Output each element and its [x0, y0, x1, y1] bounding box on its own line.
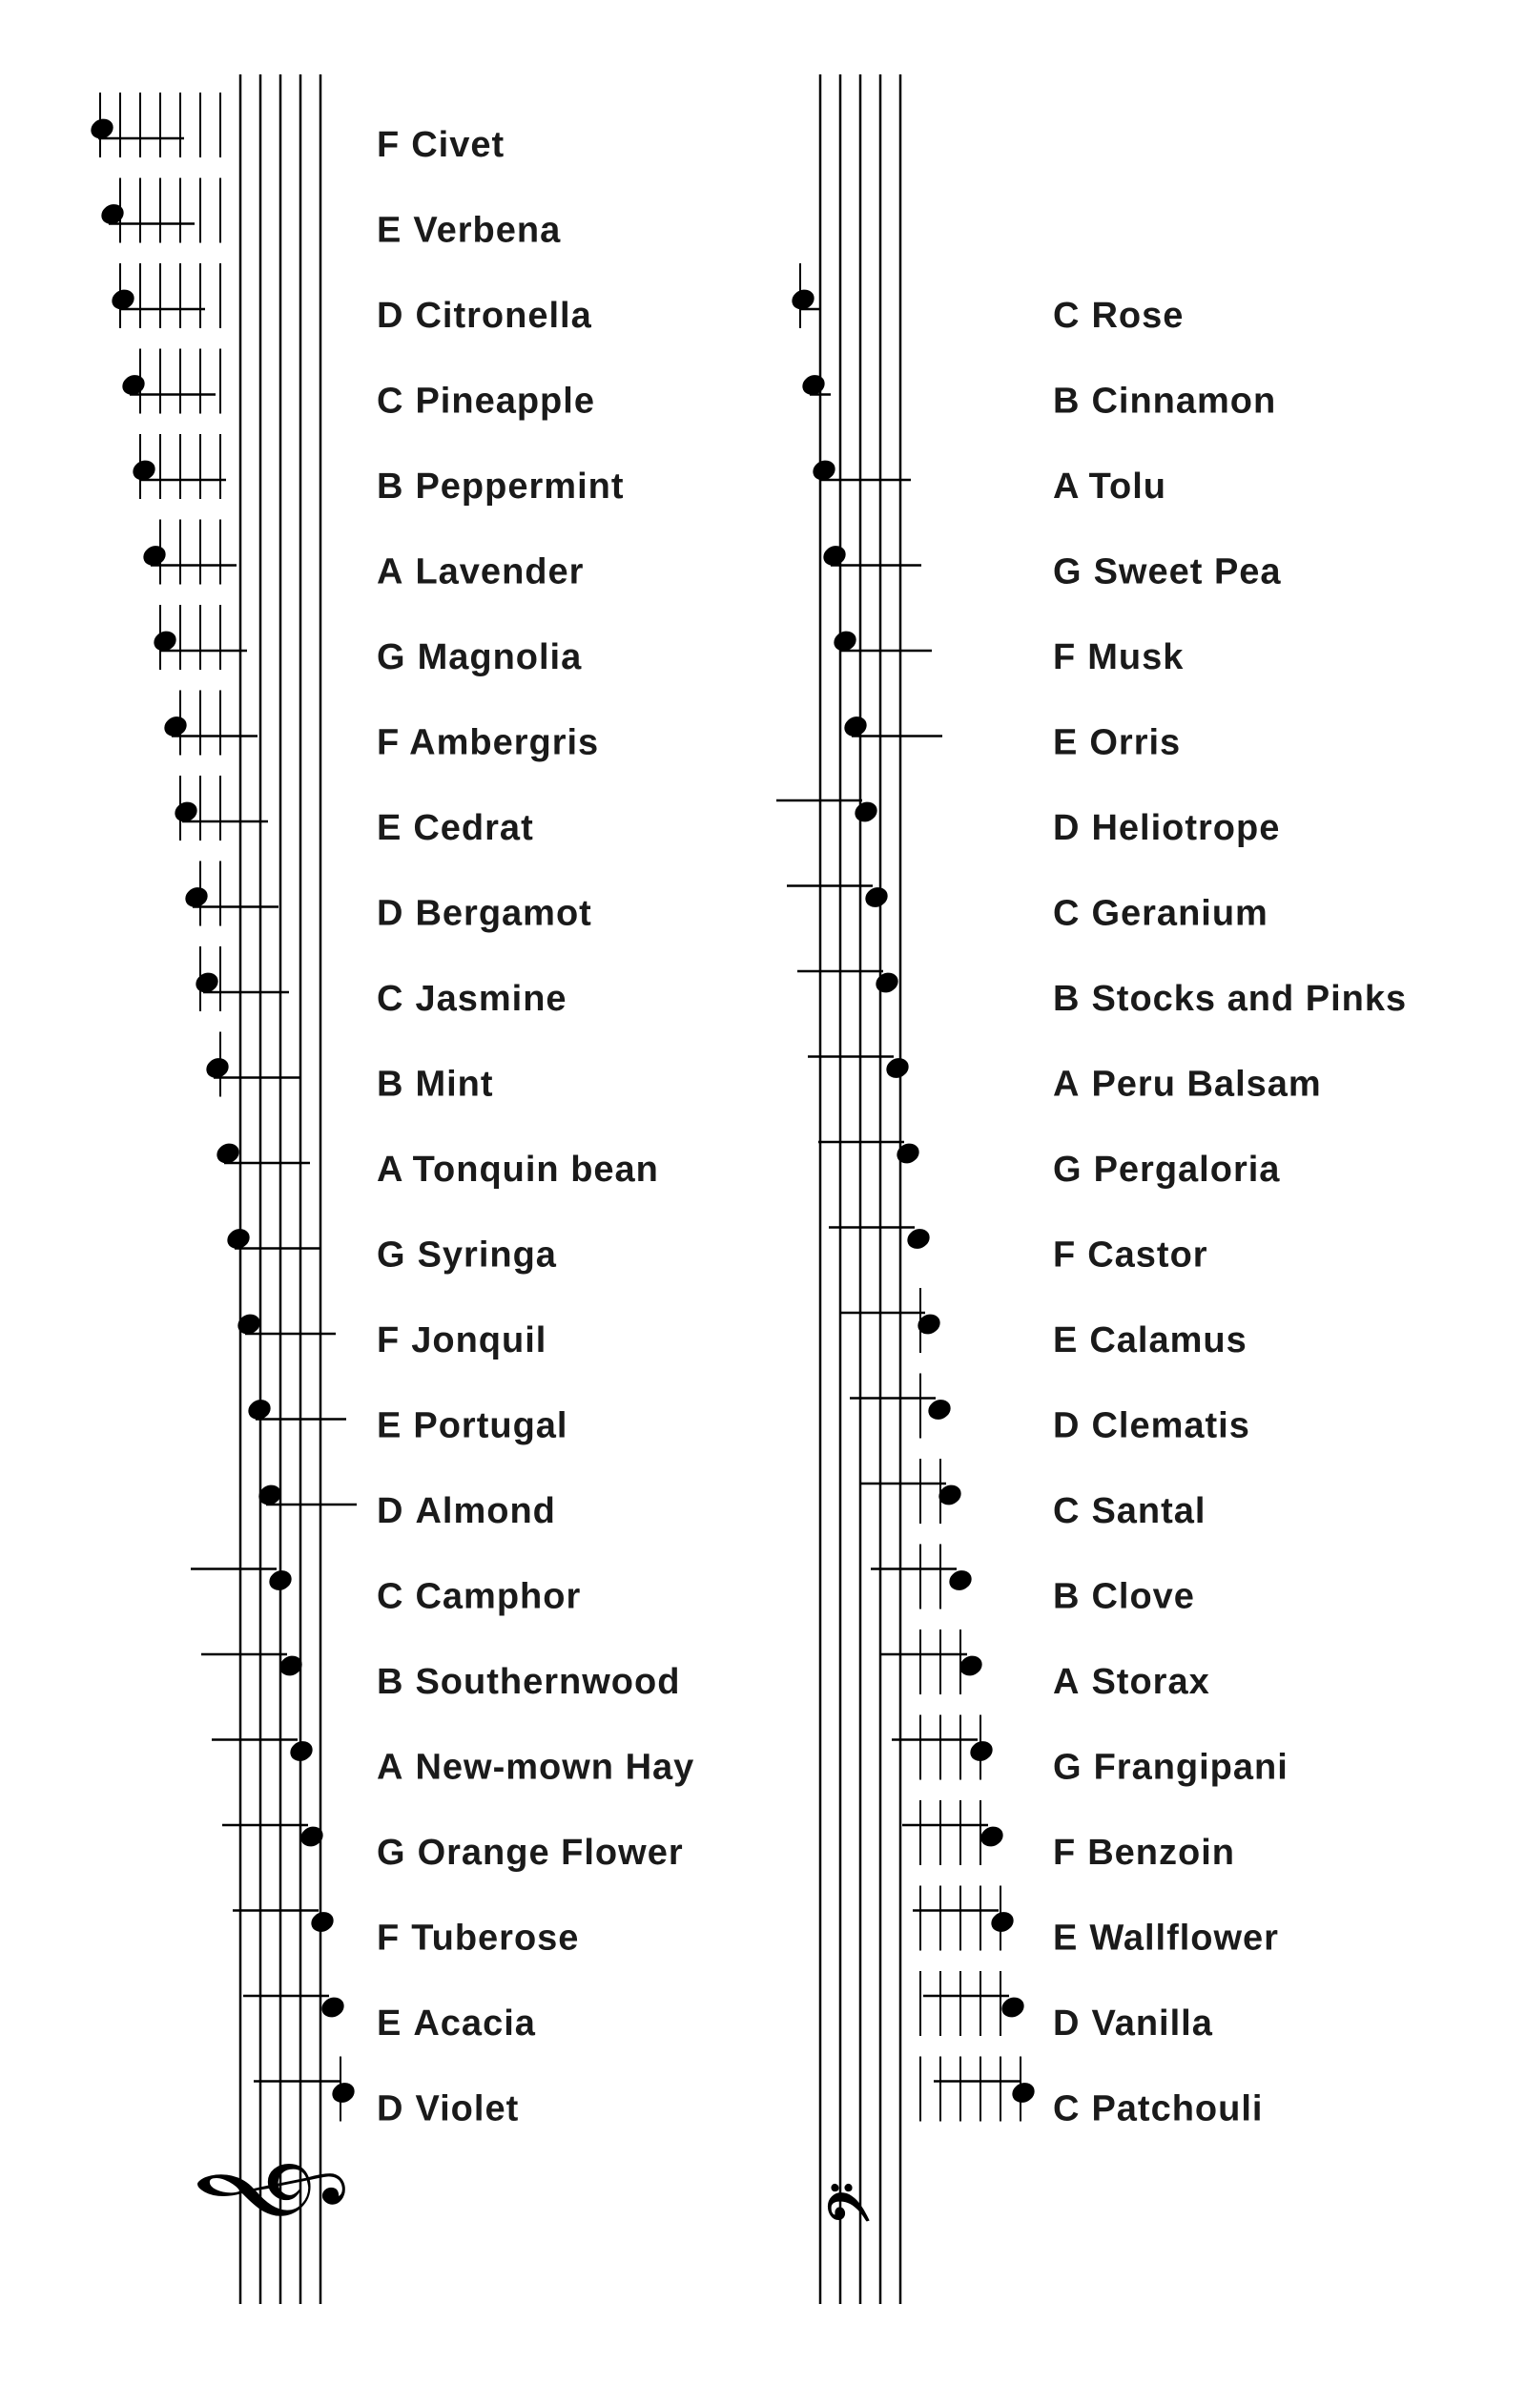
- note-label: [377, 894, 592, 934]
- note-label: [377, 1235, 557, 1276]
- note-name: Vanilla: [1091, 2003, 1213, 2044]
- note-letter: C: [1053, 893, 1081, 934]
- note-head: [298, 1823, 326, 1850]
- note-name: Orange Flower: [417, 1833, 684, 1873]
- note-label: [1053, 1150, 1280, 1190]
- note-name: Citronella: [415, 296, 592, 336]
- note-row: [818, 1140, 1280, 1190]
- note-label: [1053, 637, 1184, 677]
- scale-2: [776, 74, 1407, 2304]
- note-name: Magnolia: [417, 637, 583, 677]
- note-row: [789, 263, 1184, 336]
- note-row: [776, 799, 1280, 848]
- note-label: [377, 1150, 659, 1190]
- note-row: [245, 1396, 568, 1445]
- note-name: Geranium: [1091, 893, 1268, 934]
- note-label: [1053, 467, 1166, 507]
- note-row: [130, 434, 625, 507]
- note-head: [978, 1823, 1006, 1850]
- note-head: [319, 1994, 347, 2021]
- note-letter: F: [377, 1918, 401, 1959]
- note-letter: C: [377, 381, 404, 422]
- bass-clef-icon: 𝄢: [816, 2182, 896, 2226]
- note-name: Calamus: [1089, 1320, 1248, 1360]
- note-letter: F: [377, 722, 399, 763]
- note-letter: B: [1053, 979, 1081, 1019]
- note-row: [881, 1630, 1210, 1702]
- note-row: [191, 1567, 581, 1616]
- scale-1: [88, 74, 694, 2304]
- note-name: Civet: [411, 125, 505, 165]
- note-label: [1053, 2003, 1213, 2044]
- note-name: Mint: [415, 1064, 494, 1105]
- note-name: Cedrat: [413, 808, 534, 848]
- staff: [240, 74, 320, 2304]
- note-row: [98, 178, 561, 251]
- note-label: [1053, 2089, 1263, 2129]
- note-name: Castor: [1087, 1235, 1208, 1276]
- note-letter: D: [377, 893, 404, 934]
- note-head: [852, 799, 880, 825]
- note-letter: A: [1053, 467, 1078, 507]
- note-name: Wallflower: [1089, 1918, 1279, 1959]
- note-row: [860, 1459, 1206, 1531]
- note-label: [1053, 1320, 1248, 1360]
- note-letter: A: [377, 1150, 402, 1190]
- note-name: Tolu: [1088, 467, 1166, 507]
- note-row: [201, 1652, 680, 1702]
- note-name: Almond: [415, 1491, 556, 1531]
- note-name: Verbena: [413, 210, 562, 251]
- note-label: [377, 979, 567, 1019]
- note-row: [88, 93, 505, 165]
- note-name: Rose: [1091, 296, 1185, 336]
- note-letter: F: [377, 125, 401, 165]
- note-name: New-mown Hay: [415, 1747, 695, 1788]
- note-letter: F: [1053, 637, 1077, 677]
- note-head: [287, 1737, 316, 1764]
- note-letter: D: [1053, 1405, 1081, 1446]
- note-row: [808, 1054, 1322, 1104]
- note-letter: G: [1053, 1150, 1083, 1190]
- note-name: Portugal: [413, 1405, 568, 1446]
- note-label: [1053, 552, 1282, 592]
- note-label: [377, 1320, 546, 1360]
- note-row: [151, 605, 582, 677]
- note-name: Tuberose: [411, 1918, 580, 1959]
- note-name: Pineapple: [415, 381, 595, 422]
- note-head: [862, 883, 891, 910]
- note-name: Bergamot: [415, 893, 592, 934]
- note-label: [1053, 1919, 1279, 1959]
- note-letter: C: [1053, 2088, 1081, 2129]
- note-head: [894, 1140, 922, 1167]
- note-label: [377, 1833, 684, 1873]
- note-letter: B: [377, 1662, 404, 1702]
- note-label: [377, 1748, 694, 1788]
- note-label: [1053, 1406, 1250, 1446]
- note-row: [254, 2057, 519, 2129]
- note-label: [377, 211, 561, 251]
- note-letter: G: [377, 1235, 406, 1276]
- note-name: Cinnamon: [1091, 381, 1277, 422]
- note-label: [377, 1406, 567, 1446]
- note-letter: A: [377, 1747, 404, 1788]
- note-row: [140, 520, 585, 592]
- note-letter: D: [1053, 808, 1081, 848]
- note-name: Peppermint: [415, 467, 625, 507]
- note-label: [1053, 808, 1280, 848]
- note-name: Violet: [415, 2088, 520, 2129]
- note-row: [109, 263, 592, 336]
- note-letter: A: [1053, 1064, 1081, 1105]
- note-row: [172, 776, 534, 848]
- note-row: [902, 1800, 1235, 1873]
- note-letter: D: [377, 2088, 404, 2129]
- note-letter: E: [377, 1405, 402, 1446]
- note-label: [377, 296, 592, 336]
- note-row: [820, 542, 1282, 592]
- note-head: [1009, 2079, 1038, 2106]
- note-name: Storax: [1091, 1662, 1210, 1702]
- note-row: [193, 946, 567, 1019]
- note-row: [850, 1374, 1250, 1446]
- note-letter: D: [1053, 2003, 1081, 2044]
- note-name: Stocks and Pinks: [1091, 979, 1408, 1019]
- note-name: Benzoin: [1087, 1833, 1235, 1873]
- note-row: [841, 713, 1181, 762]
- note-label: [377, 2089, 519, 2129]
- note-letter: E: [377, 808, 402, 848]
- note-row: [233, 1908, 579, 1958]
- note-label: [377, 1662, 680, 1702]
- note-head: [925, 1396, 954, 1422]
- note-head: [999, 1994, 1027, 2021]
- note-letter: F: [1053, 1833, 1077, 1873]
- note-letter: D: [377, 1491, 404, 1531]
- note-label: [1053, 1748, 1289, 1788]
- note-row: [892, 1715, 1289, 1788]
- note-letter: D: [377, 296, 404, 336]
- note-head: [946, 1567, 975, 1593]
- note-row: [829, 1225, 1208, 1275]
- note-head: [329, 2079, 358, 2106]
- note-row: [161, 691, 599, 763]
- note-name: Syringa: [417, 1235, 557, 1276]
- note-letter: C: [377, 979, 404, 1019]
- note-row: [799, 371, 1276, 421]
- note-label: [1053, 1235, 1208, 1276]
- note-name: Heliotrope: [1091, 808, 1281, 848]
- note-letter: E: [1053, 1918, 1079, 1959]
- note-letter: G: [1053, 551, 1083, 592]
- note-label: [377, 467, 625, 507]
- note-name: Tonquin bean: [412, 1150, 659, 1190]
- note-letter: E: [377, 210, 402, 251]
- note-letter: B: [377, 467, 404, 507]
- note-letter: E: [1053, 1320, 1079, 1360]
- note-name: Santal: [1091, 1491, 1206, 1531]
- note-letter: G: [1053, 1747, 1083, 1788]
- note-head: [904, 1225, 933, 1252]
- note-label: [377, 1919, 579, 1959]
- note-letter: C: [1053, 1491, 1081, 1531]
- note-label: [377, 1491, 556, 1531]
- note-label: [1053, 1833, 1235, 1873]
- note-letter: C: [1053, 296, 1081, 336]
- note-label: [377, 125, 505, 165]
- note-letter: C: [377, 1576, 404, 1617]
- note-row: [920, 2057, 1263, 2129]
- note-name: Pergaloria: [1093, 1150, 1281, 1190]
- note-head: [266, 1567, 295, 1593]
- note-row: [871, 1545, 1195, 1617]
- note-row: [787, 883, 1268, 933]
- note-letter: A: [377, 551, 404, 592]
- note-label: [377, 723, 599, 763]
- note-name: Musk: [1087, 637, 1185, 677]
- note-name: Lavender: [415, 551, 585, 592]
- note-letter: E: [1053, 722, 1079, 763]
- note-letter: F: [1053, 1235, 1077, 1276]
- note-letter: F: [377, 1320, 401, 1360]
- note-name: Jasmine: [415, 979, 567, 1019]
- note-letter: B: [377, 1064, 404, 1105]
- note-row: [831, 628, 1184, 677]
- note-label: [377, 2003, 536, 2044]
- note-name: Clove: [1091, 1576, 1195, 1617]
- note-letter: G: [377, 637, 406, 677]
- note-row: [243, 1994, 536, 2044]
- note-row: [224, 1225, 557, 1275]
- note-label: [1053, 723, 1181, 763]
- note-letter: E: [377, 2003, 402, 2044]
- note-name: Clematis: [1091, 1405, 1250, 1446]
- note-label: [377, 382, 595, 422]
- note-row: [182, 861, 592, 934]
- note-label: [377, 1065, 494, 1105]
- note-letter: A: [1053, 1662, 1081, 1702]
- note-row: [797, 969, 1407, 1019]
- note-head: [308, 1908, 337, 1935]
- note-head: [988, 1908, 1017, 1935]
- note-label: [1053, 296, 1184, 336]
- note-name: Camphor: [415, 1576, 582, 1617]
- note-row: [810, 457, 1166, 507]
- note-letter: B: [1053, 1576, 1081, 1617]
- note-name: Sweet Pea: [1093, 551, 1282, 592]
- note-label: [1053, 1491, 1206, 1531]
- note-name: Ambergris: [409, 722, 600, 763]
- note-name: Southernwood: [415, 1662, 681, 1702]
- note-row: [119, 349, 595, 422]
- note-label: [1053, 979, 1407, 1019]
- note-name: Acacia: [413, 2003, 536, 2044]
- note-label: [1053, 894, 1268, 934]
- treble-clef-icon: 𝄞: [194, 2157, 339, 2232]
- note-row: [212, 1737, 694, 1787]
- note-row: [913, 1886, 1279, 1959]
- note-label: [1053, 1577, 1195, 1617]
- note-head: [915, 1311, 943, 1338]
- note-row: [920, 1971, 1213, 2044]
- note-letter: B: [1053, 381, 1081, 422]
- note-head: [883, 1054, 912, 1081]
- note-name: Patchouli: [1091, 2088, 1264, 2129]
- note-head: [967, 1737, 996, 1764]
- staff: [820, 74, 900, 2304]
- note-label: [1053, 382, 1276, 422]
- note-name: Peru Balsam: [1091, 1064, 1322, 1105]
- note-label: [1053, 1662, 1210, 1702]
- note-name: Frangipani: [1093, 1747, 1289, 1788]
- note-head: [873, 969, 901, 996]
- note-label: [377, 552, 584, 592]
- note-row: [222, 1823, 684, 1873]
- note-row: [203, 1032, 494, 1105]
- note-name: Jonquil: [411, 1320, 547, 1360]
- note-label: [1053, 1065, 1322, 1105]
- note-label: [377, 1577, 581, 1617]
- note-label: [377, 808, 534, 848]
- note-label: [377, 637, 582, 677]
- note-name: Orris: [1089, 722, 1182, 763]
- note-letter: G: [377, 1833, 406, 1873]
